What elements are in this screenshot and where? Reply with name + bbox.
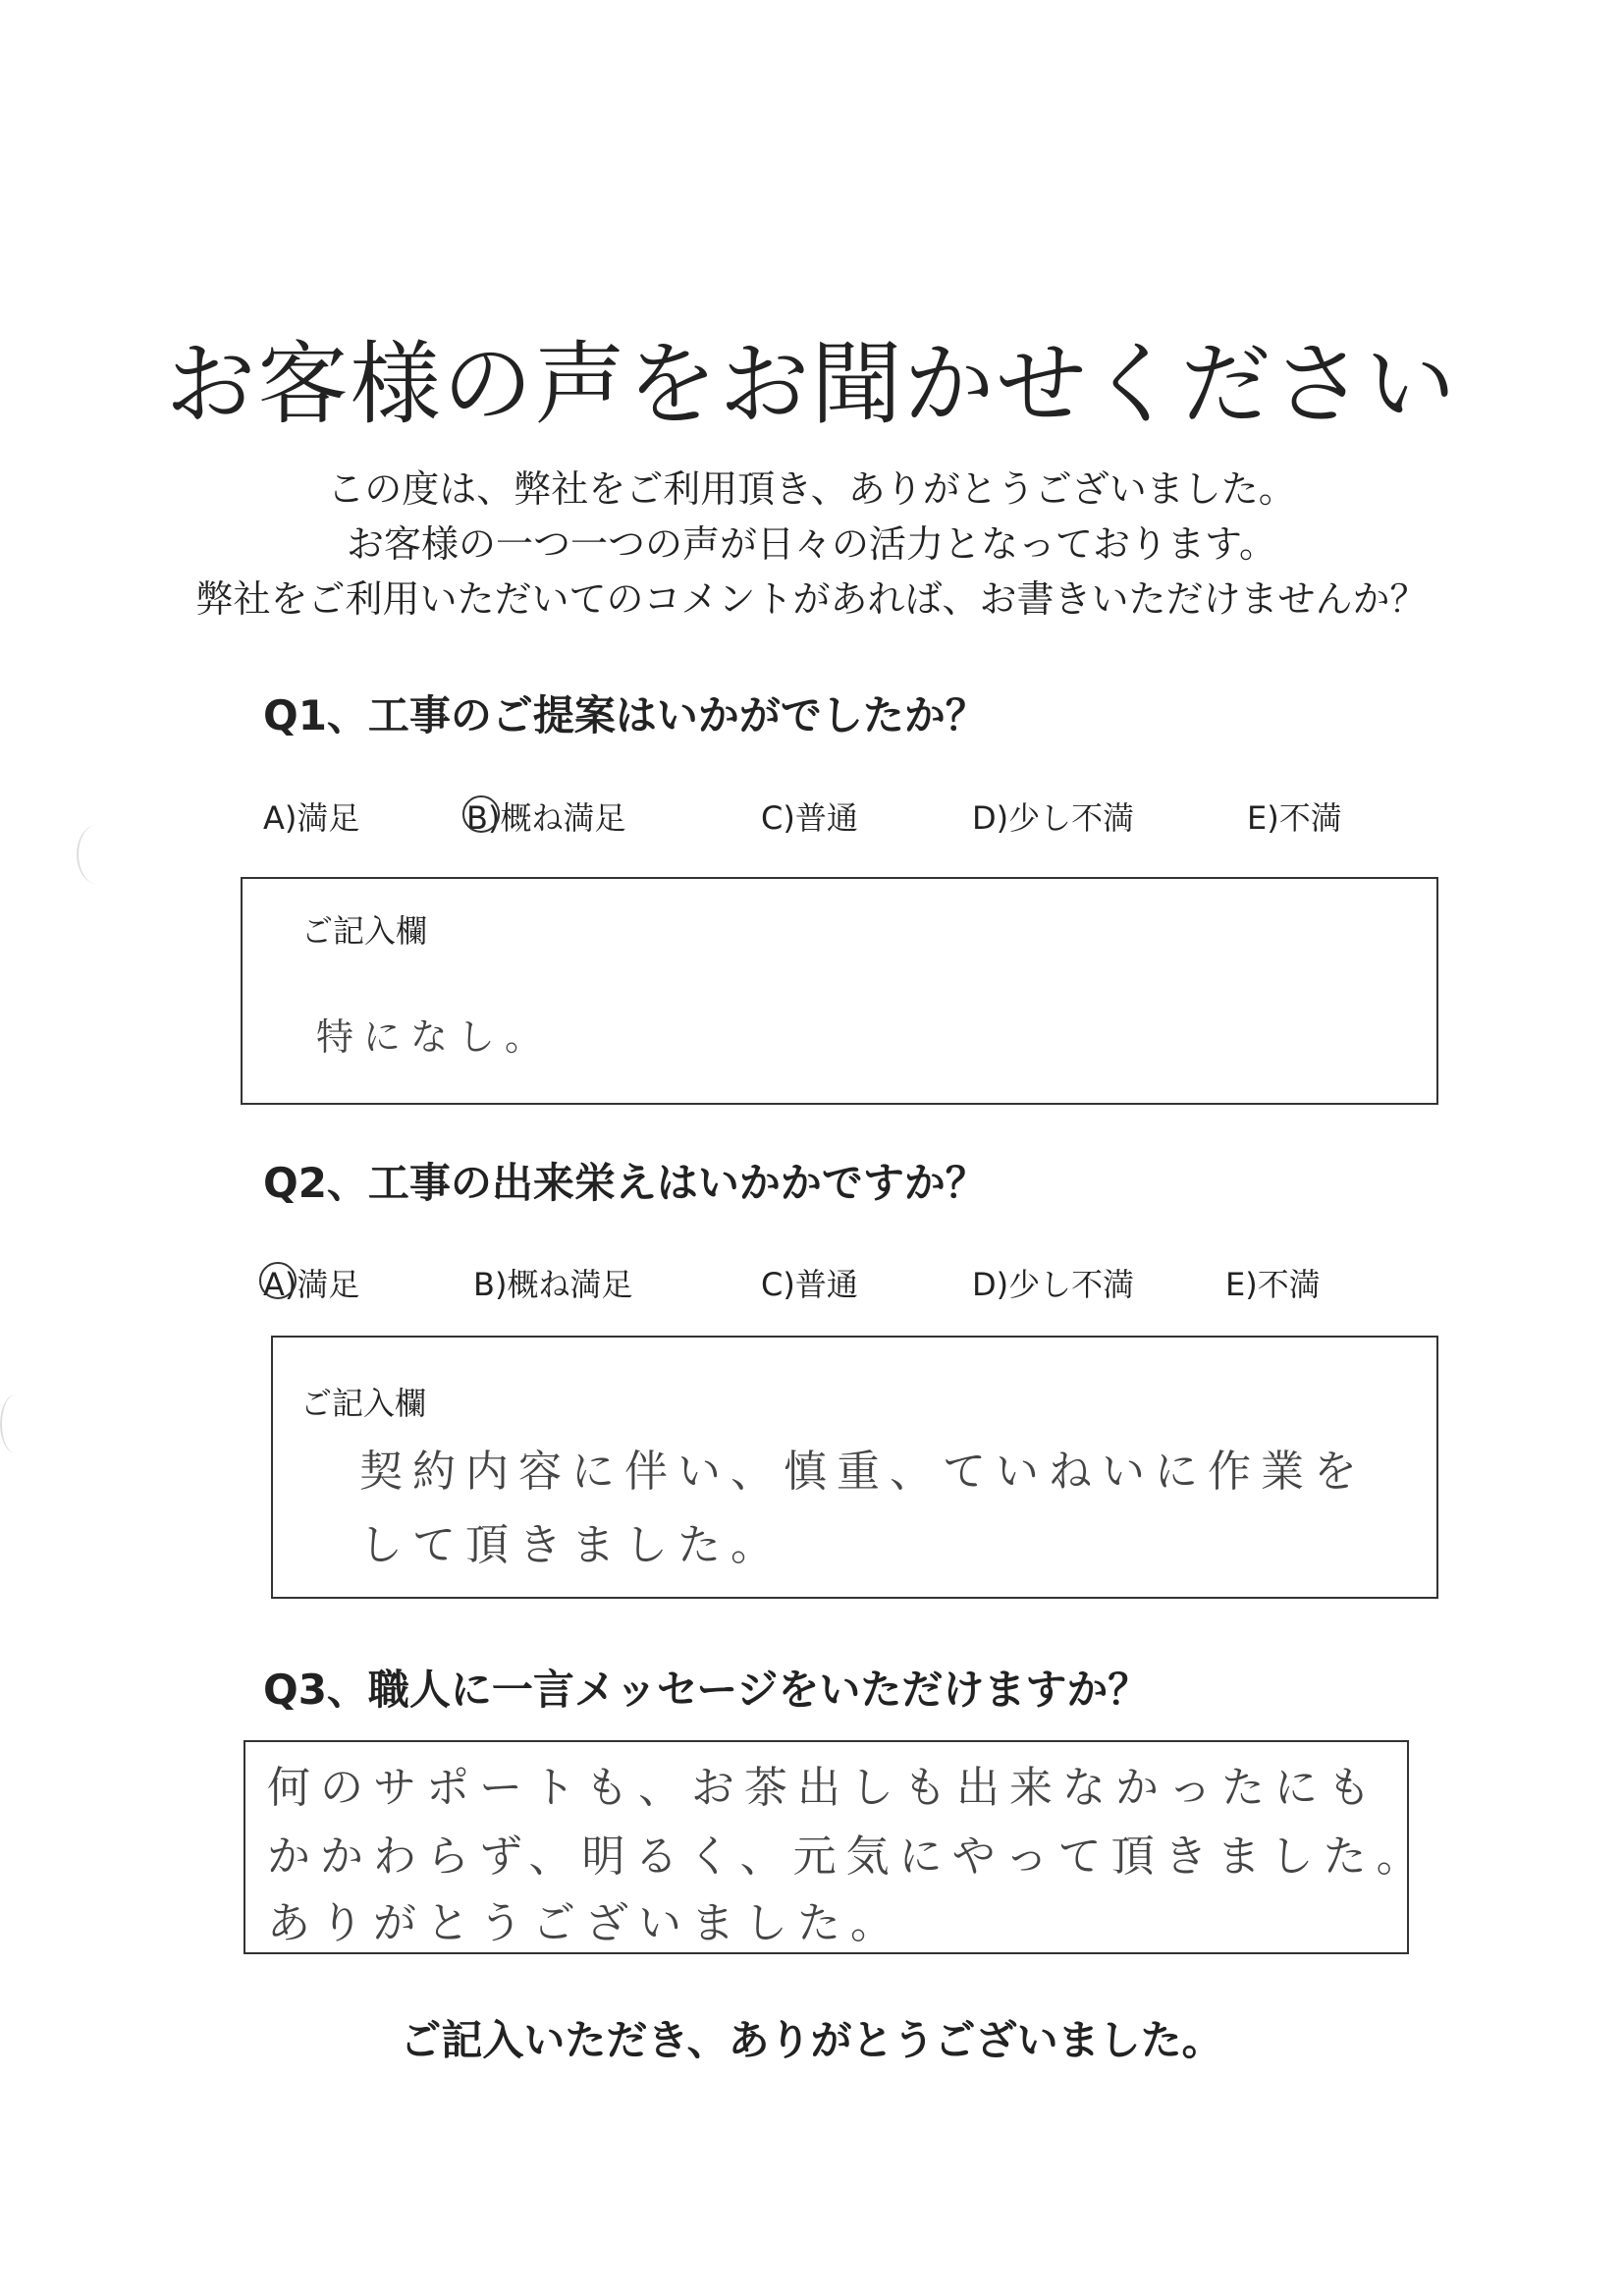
option-label: A)満足 — [263, 799, 360, 837]
q1-option-e[interactable] — [1247, 793, 1342, 839]
selected-option-label: A)満足 — [263, 1260, 359, 1305]
handwritten-answer-line: 契約内容に伴い、慎重、ていねいに作業を — [359, 1447, 1367, 1497]
handwritten-answer-line: して頂きました。 — [359, 1520, 784, 1570]
q1-option-a[interactable] — [263, 793, 359, 839]
intro-line: この度は、弊社をご利用頂き、ありがとうございました。 — [327, 467, 1296, 511]
handwritten-answer: 特になし。 — [316, 1015, 553, 1059]
page-title: お客様の声をお聞かせください — [165, 332, 1458, 437]
q1-heading: Q1、工事のご提案はいかがでしたか？ — [263, 691, 987, 739]
handwritten-answer-line: 何のサポートも、お茶出しも出来なかったにも — [267, 1763, 1380, 1813]
handwritten-answer-line: ありがとうございました。 — [267, 1898, 903, 1948]
q1-option-d[interactable] — [972, 793, 1134, 839]
option-label: E)不満 — [1225, 1266, 1321, 1303]
q2-option-e[interactable] — [1225, 1260, 1321, 1305]
intro-text — [0, 462, 1623, 627]
intro-line: お客様の一つ一つの声が日々の活力となっております。 — [347, 522, 1276, 566]
option-label: D)少し不満 — [972, 799, 1135, 837]
intro-line: 弊社をご利用いただいてのコメントがあれば、お書きいただけませんか？ — [195, 577, 1428, 621]
option-label: E)不満 — [1247, 799, 1342, 837]
q1-comment-box[interactable] — [241, 877, 1438, 1105]
option-label: C)普通 — [761, 799, 858, 837]
comment-box-label: ご記入欄 — [301, 912, 428, 950]
option-label: B)概ね満足 — [473, 1266, 633, 1303]
selected-option-label: B)概ね満足 — [466, 793, 625, 839]
closing-message: ご記入いただき、ありがとうございました。 — [400, 2016, 1223, 2064]
q2-option-b[interactable] — [473, 1260, 632, 1305]
option-label: C)普通 — [761, 1266, 858, 1303]
q1-option-b[interactable] — [466, 793, 625, 839]
q2-option-c[interactable] — [761, 1260, 858, 1305]
scan-mark — [77, 825, 118, 884]
q3-heading: Q3、職人に一言メッセージをいただけますか？ — [263, 1666, 1150, 1714]
q2-option-d[interactable] — [972, 1260, 1134, 1305]
q1-option-c[interactable] — [761, 793, 858, 839]
q2-option-a[interactable] — [263, 1260, 359, 1305]
q2-comment-box[interactable] — [271, 1336, 1438, 1599]
scan-mark — [0, 1394, 31, 1453]
q3-comment-box[interactable] — [243, 1740, 1430, 1954]
q2-heading: Q2、工事の出来栄えはいかかですか？ — [263, 1159, 987, 1207]
option-label: D)少し不満 — [972, 1266, 1135, 1303]
comment-box-label: ご記入欄 — [300, 1385, 427, 1422]
handwritten-answer-line: かかわらず、明るく、元気にやって頂きました。 — [267, 1831, 1430, 1882]
